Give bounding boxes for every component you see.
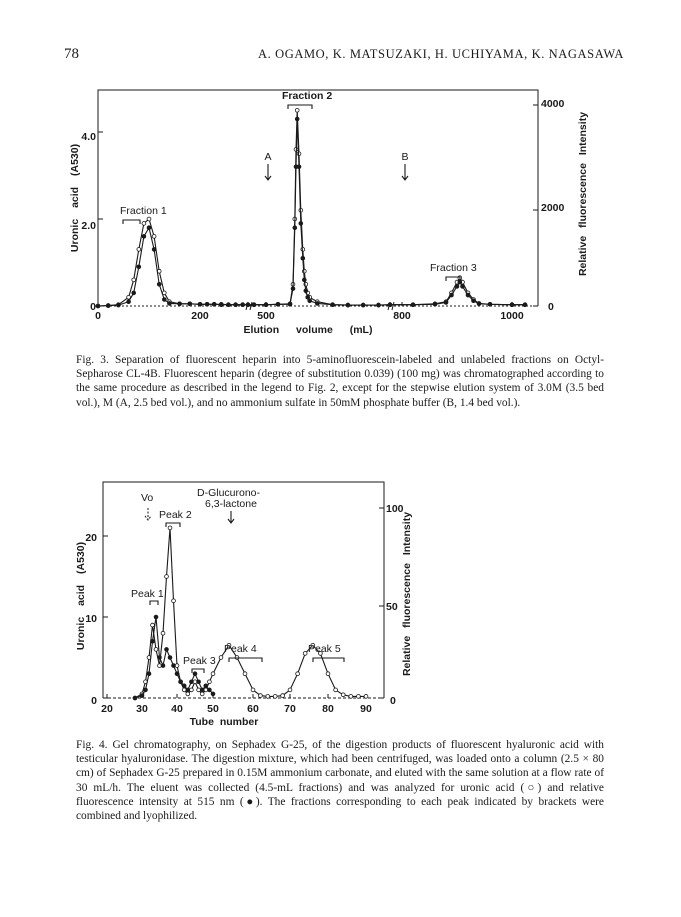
fig4-series-1-point bbox=[200, 692, 204, 696]
fig4-peak2-label: Peak 2 bbox=[159, 509, 192, 521]
fig4-peak1-label: Peak 1 bbox=[131, 588, 164, 600]
fig3-series-2-point bbox=[346, 303, 350, 307]
fig3-series-1-point bbox=[152, 235, 156, 239]
fig4-series-2-point bbox=[197, 680, 201, 684]
figure-4-caption-label: Fig. 4. bbox=[76, 739, 108, 751]
figure-3-labels bbox=[69, 90, 589, 336]
fig4-series-1-point bbox=[251, 688, 255, 692]
fig3-series-2-point bbox=[152, 248, 156, 252]
fig4-peak5-bracket bbox=[313, 658, 344, 662]
fig3-ytick-left-2: 2.0 bbox=[81, 220, 96, 232]
fig4-series-1-point bbox=[219, 656, 223, 660]
fig3-x-axis-label: Elution volume (mL) bbox=[243, 324, 373, 336]
fig3-series-2-point bbox=[132, 291, 136, 295]
fig4-series-1-point bbox=[151, 623, 155, 627]
fig4-series-2-point bbox=[147, 672, 151, 676]
fig4-peak5-label: Peak 5 bbox=[308, 643, 341, 655]
fig4-series-1-point bbox=[326, 672, 330, 676]
fig3-arrow-b bbox=[402, 164, 408, 180]
fig4-series-1-point bbox=[208, 680, 212, 684]
fig4-vo-label: Vo bbox=[141, 492, 154, 504]
fig3-series-2-point bbox=[331, 303, 335, 307]
fig3-series-1-point bbox=[295, 108, 299, 112]
fig4-series-1-point bbox=[334, 688, 338, 692]
fig4-series-1-line bbox=[135, 528, 366, 698]
fig4-xtick-60: 60 bbox=[247, 703, 259, 715]
fig3-series-2-point bbox=[315, 302, 319, 306]
fig3-series-2-point bbox=[523, 303, 527, 307]
fig4-series-1-point bbox=[259, 694, 263, 698]
running-head-authors: A. OGAMO, K. MATSUZAKI, H. UCHIYAMA, K. NAGASAWA bbox=[258, 47, 624, 61]
fig4-series-2-point bbox=[193, 672, 197, 676]
fig4-peak3-label: Peak 3 bbox=[183, 655, 216, 667]
fig4-series-1-point bbox=[281, 694, 285, 698]
fig4-series-2-point bbox=[190, 680, 194, 684]
fig4-series-1-point bbox=[243, 672, 247, 676]
fig3-series-2-point bbox=[444, 301, 448, 305]
fig3-series-2-point bbox=[301, 256, 305, 260]
fig3-ytick-right-0: 0 bbox=[548, 301, 554, 313]
fig3-ytick-left-4: 4.0 bbox=[81, 131, 96, 143]
fig3-series-2-point bbox=[455, 285, 459, 289]
fig4-series-2-point bbox=[175, 672, 179, 676]
fig3-fraction2-label: Fraction 2 bbox=[282, 90, 333, 102]
fig4-series-1-point bbox=[357, 695, 361, 699]
fig4-y-axis-right-label: Relative fluorescence Intensity bbox=[401, 511, 413, 677]
fig3-xtick-800: 800 bbox=[393, 310, 411, 322]
fig3-series-2-point bbox=[234, 303, 238, 307]
fig3-series-2-point bbox=[297, 165, 301, 169]
fig3-series-2-point bbox=[246, 303, 250, 307]
fig4-series-2-point bbox=[144, 688, 148, 692]
fig3-series-2-point bbox=[361, 303, 365, 307]
fig4-series-2-point bbox=[140, 694, 144, 698]
fig4-lactone-label-line1: D-Glucurono- bbox=[197, 487, 261, 499]
fig4-series-2-point bbox=[133, 696, 137, 700]
fig3-y-axis-left-label: Uronic acid (A530) bbox=[69, 143, 81, 253]
fig3-series-2-point bbox=[466, 293, 470, 297]
fig3-series-2-point bbox=[488, 302, 492, 306]
fig4-ytick-left-20: 20 bbox=[85, 532, 97, 544]
fig4-y-axis-left-label: Uronic acid (A530) bbox=[75, 541, 87, 651]
fig4-peak2-bracket bbox=[166, 523, 180, 527]
fig3-arrow-b-label: B bbox=[401, 151, 409, 163]
fig3-fraction1-label: Fraction 1 bbox=[120, 205, 167, 217]
fig3-fraction3-label: Fraction 3 bbox=[430, 262, 477, 274]
fig4-series-1-point bbox=[341, 693, 345, 697]
fig3-series-2-point bbox=[147, 226, 151, 230]
fig3-xtick-0: 0 bbox=[95, 310, 101, 322]
fig4-series-2-point bbox=[208, 688, 212, 692]
fig3-series-2-point bbox=[299, 222, 303, 226]
fig3-xtick-500: 500 bbox=[257, 310, 275, 322]
fig3-series-2-point bbox=[288, 302, 292, 306]
fig3-series-2-point bbox=[433, 302, 437, 306]
fig3-series-2-point bbox=[450, 293, 454, 297]
fig3-series-2-point bbox=[205, 302, 209, 306]
fig4-series-2-point bbox=[204, 684, 208, 688]
fig4-xtick-90: 90 bbox=[360, 703, 372, 715]
fig4-series-2-point bbox=[154, 615, 158, 619]
fig3-series-2-point bbox=[127, 300, 131, 304]
figure-4-chart bbox=[0, 476, 681, 736]
fig3-y-axis-right-label: Relative fluorescence Intensity bbox=[577, 111, 589, 277]
fig3-arrow-a-label: A bbox=[264, 151, 272, 163]
fig4-ytick-right-100: 100 bbox=[386, 503, 404, 515]
fig4-series-1-point bbox=[211, 672, 215, 676]
fig3-series-2-point bbox=[304, 289, 308, 293]
fig3-series-2-point bbox=[472, 299, 476, 303]
fig3-series-2-point bbox=[276, 302, 280, 306]
fig3-series-2-point bbox=[96, 304, 100, 308]
fig4-series-2-point bbox=[172, 664, 176, 668]
figure-4-caption-text: Gel chromatography, on Sephadex G-25, of the digestion products of fluorescent hyaluronic acid with testicular hyaluronidase. The digestion mixture, which had been centrifuged, was loaded onto a column (2.5 × 80 cm) of Sephadex G-25 prepared in 0.15M ammonium carbonate, and eluted with the same solution at a flow rate of 30 mL/h. The eluent was collected (4.5-mL fractions) and was analyzed for uronic acid (○) and relative fluorescence intensity at 515 nm (●). The fractions corresponding to each peak indicated by brackets were combined and lyophilized. bbox=[76, 739, 604, 823]
fig3-series-2-point bbox=[461, 285, 465, 289]
figure-3-caption bbox=[76, 353, 604, 410]
fig4-series-1-point bbox=[303, 652, 307, 656]
fig3-series-2-point bbox=[293, 226, 297, 230]
page-number: 78 bbox=[64, 46, 79, 62]
fig4-ytick-left-10: 10 bbox=[85, 613, 97, 625]
fig3-series-2-point bbox=[168, 302, 172, 306]
fig4-series-2-point bbox=[179, 680, 183, 684]
fig3-series-2-point bbox=[219, 302, 223, 306]
fig4-series-1-point bbox=[288, 688, 292, 692]
fig4-series-2-point bbox=[211, 692, 215, 696]
fig4-series-2-point bbox=[182, 684, 186, 688]
fig4-peak4-label: Peak 4 bbox=[224, 643, 257, 655]
figure-4-labels bbox=[75, 487, 413, 728]
fig3-series-2-point bbox=[252, 303, 256, 307]
fig4-lactone-arrow bbox=[228, 511, 234, 523]
fig3-series-2-point bbox=[295, 117, 299, 121]
fig4-series-2-point bbox=[200, 688, 204, 692]
fig4-vo-arrow bbox=[145, 508, 151, 520]
fig4-series-1-point bbox=[168, 526, 172, 530]
fig3-series-2-point bbox=[117, 303, 121, 307]
figure-3-caption-text: Separation of fluorescent heparin into 5-aminofluorescein-labeled and unlabeled fractions on Octyl-Sepharose CL-4B. Fluorescent heparin (degree of substitution 0.039) (100 mg) was chromatographed according to the same procedure as described in the legend to Fig. 2, except for the stepwise elution system of 3.0M (3.5 bed vol.), M (A, 2.5 bed vol.), and no ammonium sulfate in 50mM phosphate buffer (B, 1.4 bed vol.). bbox=[76, 354, 604, 409]
fig4-series-2-point bbox=[186, 688, 190, 692]
fig3-series-2-point bbox=[388, 303, 392, 307]
fig4-xtick-40: 40 bbox=[171, 703, 183, 715]
figure-4-series bbox=[133, 526, 368, 700]
fig4-series-1-point bbox=[273, 695, 277, 699]
fig3-ytick-left-0: 0 bbox=[90, 301, 96, 313]
fig3-series-2-point bbox=[198, 302, 202, 306]
fig3-series-2-point bbox=[157, 282, 161, 286]
fig3-series-2-point bbox=[510, 303, 514, 307]
fig3-series-1-point bbox=[132, 278, 136, 282]
fig3-series-2-point bbox=[227, 303, 231, 307]
fig3-fraction2-bracket bbox=[288, 105, 312, 109]
fig4-series-1-point bbox=[296, 672, 300, 676]
fig4-xtick-20: 20 bbox=[101, 703, 113, 715]
fig3-series-2-point bbox=[142, 235, 146, 239]
fig4-lactone-label-line2: 6,3-lactone bbox=[205, 498, 257, 510]
fig3-series-1-point bbox=[137, 248, 141, 252]
fig4-ytick-right-50: 50 bbox=[386, 601, 398, 613]
fig4-peak4-bracket bbox=[229, 658, 262, 662]
fig3-series-2-point bbox=[178, 302, 182, 306]
fig3-series-2-point bbox=[264, 303, 268, 307]
fig3-fraction1-bracket bbox=[123, 220, 140, 224]
fig3-arrow-a bbox=[265, 164, 271, 180]
fig3-series-2-point bbox=[477, 302, 481, 306]
fig4-series-1-point bbox=[165, 575, 169, 579]
fig4-series-2-point bbox=[165, 648, 169, 652]
fig4-series-1-point bbox=[161, 631, 165, 635]
fig4-xtick-70: 70 bbox=[284, 703, 296, 715]
fig4-series-1-point bbox=[186, 692, 190, 696]
fig4-xtick-30: 30 bbox=[136, 703, 148, 715]
fig4-peak1-bracket bbox=[150, 601, 158, 605]
fig3-series-2-point bbox=[137, 265, 141, 269]
fig4-xtick-50: 50 bbox=[207, 703, 219, 715]
figure-3-caption-label: Fig. 3. bbox=[76, 354, 109, 366]
fig4-series-1-point bbox=[154, 648, 158, 652]
fig4-series-2-point bbox=[168, 656, 172, 660]
fig4-series-1-point bbox=[172, 599, 176, 603]
fig3-series-2-point bbox=[411, 303, 415, 307]
fig3-series-2-point bbox=[291, 287, 295, 291]
fig3-xtick-200: 200 bbox=[191, 310, 209, 322]
figure-4-caption bbox=[76, 738, 604, 823]
fig4-series-2-point bbox=[151, 639, 155, 643]
fig4-series-1-point bbox=[266, 695, 270, 699]
fig3-series-2-point bbox=[377, 303, 381, 307]
fig3-series-2-point bbox=[241, 303, 245, 307]
fig3-series-2-point bbox=[308, 299, 312, 303]
fig3-series-2-point bbox=[302, 278, 306, 282]
fig3-series-1-point bbox=[147, 217, 151, 221]
fig4-series-2-point bbox=[158, 656, 162, 660]
fig3-series-2-point bbox=[188, 302, 192, 306]
fig3-series-1-point bbox=[142, 222, 146, 226]
fig3-series-2-point bbox=[162, 298, 166, 302]
running-head bbox=[0, 46, 681, 66]
fig3-ytick-right-4000: 4000 bbox=[541, 98, 565, 110]
fig4-series-2-point bbox=[161, 664, 165, 668]
fig4-series-1-point bbox=[349, 695, 353, 699]
fig4-ytick-left-0: 0 bbox=[91, 695, 97, 707]
fig3-ytick-right-2000: 2000 bbox=[541, 202, 565, 214]
fig4-x-axis-label: Tube number bbox=[189, 716, 259, 728]
fig3-xtick-1000: 1000 bbox=[500, 310, 524, 322]
fig4-series-1-point bbox=[364, 695, 368, 699]
fig3-series-2-point bbox=[212, 302, 216, 306]
fig4-xtick-80: 80 bbox=[322, 703, 334, 715]
fig4-ytick-right-0: 0 bbox=[390, 695, 396, 707]
fig3-series-2-point bbox=[106, 304, 110, 308]
